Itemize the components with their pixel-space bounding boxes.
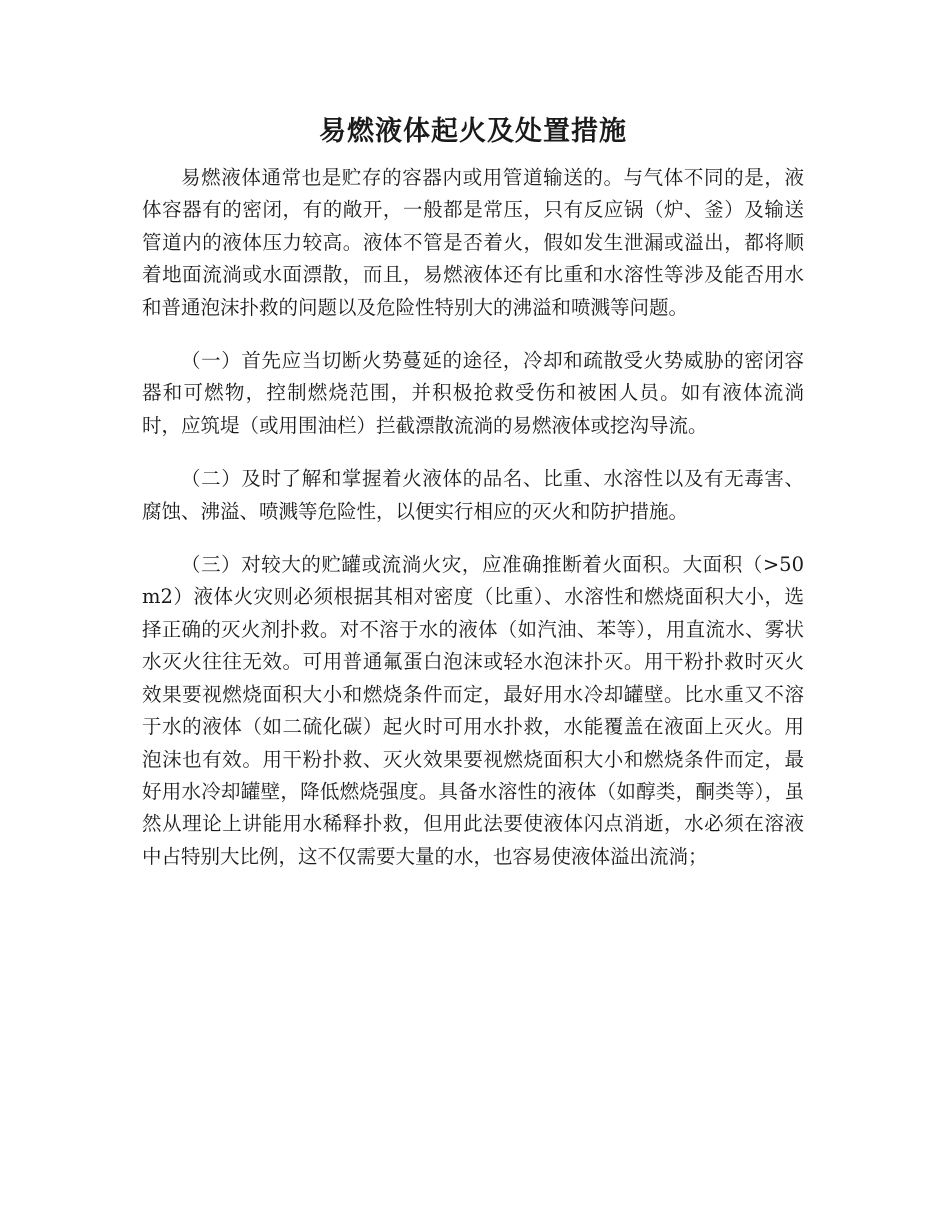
paragraph-step-1: （一）首先应当切断火势蔓延的途径，冷却和疏散受火势威胁的密闭容器和可燃物，控制燃烧范围，并积极抢救受伤和被困人员。如有液体流淌时，应筑堤（或用围油栏）拦截漂散流淌的易燃液体或挖沟导流。: [142, 349, 804, 437]
paragraph-step-3: （三）对较大的贮罐或流淌火灾，应准确推断着火面积。大面积（>50m2）液体火灾则必须根据其相对密度（比重）、水溶性和燃烧面积大小，选择正确的灭火剂扑救。对不溶于水的液体（如汽油、苯等），用直流水、雾状水灭火往往无效。可用普通氟蛋白泡沫或轻水泡沫扑灭。用干粉扑救时灭火效果要视燃烧面积大小和燃烧条件而定，最好用水冷却罐壁。比水重又不溶于水的液体（如二硫化碳）起火时可用水扑救，水能覆盖在液面上灭火。用泡沫也有效。用干粉扑救、灭火效果要视燃烧面积大小和燃烧条件而定，最好用水冷却罐壁，降低燃烧强度。具备水溶性的液体（如醇类，酮类等），虽然从理论上讲能用水稀释扑救，但用此法要使液体闪点消逝，水必须在溶液中占特别大比例，这不仅需要大量的水，也容易使液体溢出流淌；: [142, 553, 804, 868]
paragraph-intro: 易燃液体通常也是贮存的容器内或用管道输送的。与气体不同的是，液体容器有的密闭，有的敞开，一般都是常压，只有反应锅（炉、釜）及输送管道内的液体压力较高。液体不管是否着火，假如发生泄漏或溢出，都将顺着地面流淌或水面漂散，而且，易燃液体还有比重和水溶性等涉及能否用水和普通泡沫扑救的问题以及危险性特别大的沸溢和喷溅等问题。: [142, 166, 804, 319]
document-title: 易燃液体起火及处置措施: [319, 116, 627, 147]
paragraph-step-2: （二）及时了解和掌握着火液体的品名、比重、水溶性以及有无毒害、腐蚀、沸溢、喷溅等危险性，以便实行相应的灭火和防护措施。: [142, 467, 804, 523]
document-page: [142, 112, 804, 894]
